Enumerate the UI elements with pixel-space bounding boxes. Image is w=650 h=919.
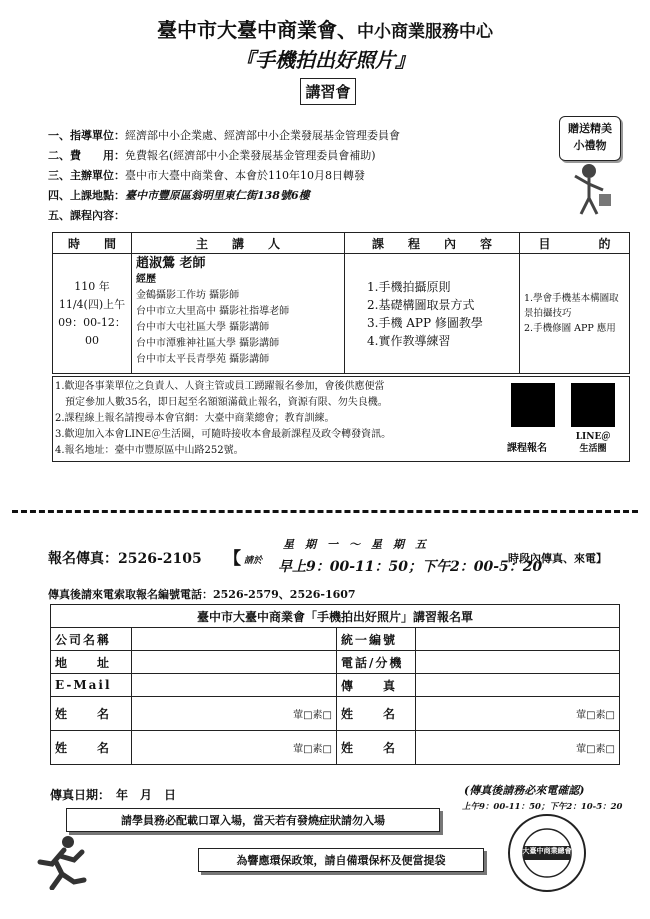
qr-code-registration-icon[interactable] (511, 383, 555, 427)
label-tax-id: 統一編號 (337, 628, 416, 651)
input-address[interactable] (132, 651, 337, 674)
confirm-note: (傳真後請務必來電確認) (464, 784, 585, 797)
content-item: 1.手機拍攝原則 (367, 279, 451, 294)
fax-date: 傳真日期： 年 月 日 (50, 788, 177, 802)
info-value: 經濟部中小企業處、經濟部中小企業發展基金管理委員會 (125, 129, 400, 142)
input-email[interactable] (132, 674, 337, 697)
content-item: 2.基礎構圖取景方式 (367, 297, 475, 312)
title-sub: 中小商業服務中心 (357, 22, 493, 42)
note-line: 預定參加人數35名，即日起至名額額滿截止報名，資源有限、勿失良機。 (55, 397, 388, 408)
speaker-cv-item: 台中市潭雅神社區大學 攝影講師 (136, 338, 280, 349)
info-label: 三、主辦單位： (48, 169, 125, 182)
label-company: 公司名稱 (51, 628, 132, 651)
label-name-3: 姓 名 (51, 731, 132, 765)
fax-days: 星 期 一 ～ 星 期 五 (283, 538, 426, 551)
event-title: 『手機拍出好照片』 (235, 48, 415, 72)
purpose-item: 1.學會手機基本構圖取景拍攝技巧 (524, 293, 619, 319)
speaker-name: 趙淑鶯 老師 (136, 256, 206, 271)
page-title (0, 14, 650, 43)
col-purpose: 目 的 (520, 233, 630, 254)
notes-box (52, 376, 630, 462)
input-fax[interactable] (416, 674, 620, 697)
info-line (48, 186, 400, 206)
input-tax-id[interactable] (416, 628, 620, 651)
speaker-cv-item: 台中市立大里高中 攝影社指導老師 (136, 306, 290, 317)
mask-notice: 請學員務必配載口罩入場，當天若有發燒症狀請勿入場 (66, 808, 440, 832)
label-name-2: 姓 名 (337, 697, 416, 731)
label-name-1: 姓 名 (51, 697, 132, 731)
course-row (53, 254, 630, 374)
bracket-open: 【 (224, 549, 241, 569)
eco-notice: 為響應環保政策，請自備環保杯及便當提袋 (198, 848, 484, 872)
time-date: 11/4(四)上午 (58, 297, 126, 311)
info-line (48, 166, 400, 186)
diet-checkbox[interactable]: 葷□素□ (576, 744, 615, 755)
diet-checkbox[interactable]: 葷□素□ (293, 710, 332, 721)
info-value: 臺中市大臺中商業會、本會於110年10月8日轉發 (125, 169, 365, 182)
diet-checkbox[interactable]: 葷□素□ (293, 744, 332, 755)
label-address: 地 址 (51, 651, 132, 674)
purpose-item: 2.手機修圖 APP 應用 (524, 323, 616, 334)
info-line (48, 126, 400, 146)
registration-form (50, 604, 620, 765)
note-line: 3.歡迎加入本會LINE＠生活圈，可隨時接收本會最新課程及政令轉發資訊。 (55, 429, 392, 440)
input-company[interactable] (132, 628, 337, 651)
speaker-cv-item: 台中市大屯社區大學 攝影講師 (136, 322, 270, 333)
speaker-cv-title: 經歷 (136, 274, 156, 285)
note-line: 1.歡迎各事業單位之負責人、人資主管或員工踴躍報名參加，會後供應便當 (55, 381, 385, 392)
running-man-icon (34, 834, 90, 890)
info-line (48, 146, 400, 166)
content-item: 3.手機 APP 修圖教學 (367, 315, 483, 330)
col-content: 課 程 內 容 (345, 233, 520, 254)
course-time (53, 254, 132, 374)
info-list (48, 126, 400, 226)
label-phone: 電話/分機 (337, 651, 416, 674)
fax-hours: 早上9：00-11：50；下午2：00-5：20 (278, 559, 543, 575)
input-name-3[interactable] (132, 731, 337, 765)
label-fax: 傳 真 (337, 674, 416, 697)
speaker-cv-item: 台中市太平長青學苑 攝影講師 (136, 354, 270, 365)
label-email: E-Mail (51, 674, 132, 697)
info-value: 免費報名(經濟部中小企業發展基金管理委員會補助) (125, 149, 376, 162)
notes-text (55, 379, 505, 459)
figure-with-gift-icon (565, 162, 615, 218)
qr-label-registration: 課程報名 (507, 443, 547, 454)
col-time: 時 間 (53, 233, 132, 254)
info-value: 臺中市豐原區翁明里東仁街138號6樓 (125, 189, 310, 202)
gift-line2: 小禮物 (573, 139, 607, 152)
seal-text: 大臺中商業總會 (522, 847, 572, 855)
info-label: 四、上課地點： (48, 189, 125, 202)
speaker-cv-item: 金鶴攝影工作坊 攝影師 (136, 290, 240, 301)
content-item: 4.實作教導練習 (367, 333, 451, 348)
gift-line1: 贈送精美 (568, 122, 612, 135)
session-badge: 講習會 (300, 78, 356, 105)
fax-followup: 傳真後請來電索取報名編號電話：2526-2579、2526-1607 (48, 588, 356, 601)
title-sep: 、 (337, 18, 357, 42)
cut-line (12, 510, 638, 513)
course-content (345, 254, 520, 374)
qr-label-line-b: 生活圈 (579, 444, 607, 454)
qr-label-line-a: LINE＠ (575, 432, 611, 442)
gift-badge (559, 116, 621, 161)
course-purpose (520, 254, 630, 374)
info-line (48, 206, 400, 226)
info-label: 一、指導單位： (48, 129, 125, 142)
col-speaker: 主 講 人 (132, 233, 345, 254)
form-title: 臺中市大臺中商業會「手機拍出好照片」講習報名單 (51, 605, 620, 628)
course-speaker (132, 254, 345, 374)
time-year: 110 年 (74, 279, 110, 293)
fax-number: 報名傳真：2526-2105 (48, 551, 202, 567)
qr-code-line-icon[interactable] (571, 383, 615, 427)
note-line: 2.課程線上報名請搜尋本會官網：大臺中商業總會；教育訓練。 (55, 413, 335, 424)
label-name-4: 姓 名 (337, 731, 416, 765)
qr-label-line (565, 431, 621, 455)
note-line: 4.報名地址：臺中市豐原區中山路252號。 (55, 445, 244, 456)
hours-small: 上午9：00-11：50；下午2：10-5：20 (462, 802, 623, 812)
input-name-2[interactable] (416, 697, 620, 731)
bracket-close: 時段內傳真、來電】 (508, 552, 607, 565)
time-hours: 09：00-12：00 (58, 315, 126, 347)
course-table (52, 232, 630, 374)
input-name-4[interactable] (416, 731, 620, 765)
course-header-row (53, 233, 630, 254)
input-phone[interactable] (416, 651, 620, 674)
title-main: 臺中市大臺中商業會 (157, 18, 337, 42)
input-name-1[interactable] (132, 697, 337, 731)
diet-checkbox[interactable]: 葷□素□ (576, 710, 615, 721)
info-label: 五、課程內容： (48, 209, 125, 222)
please-text: 請於 (244, 556, 263, 566)
info-label: 二、費 用： (48, 149, 125, 162)
